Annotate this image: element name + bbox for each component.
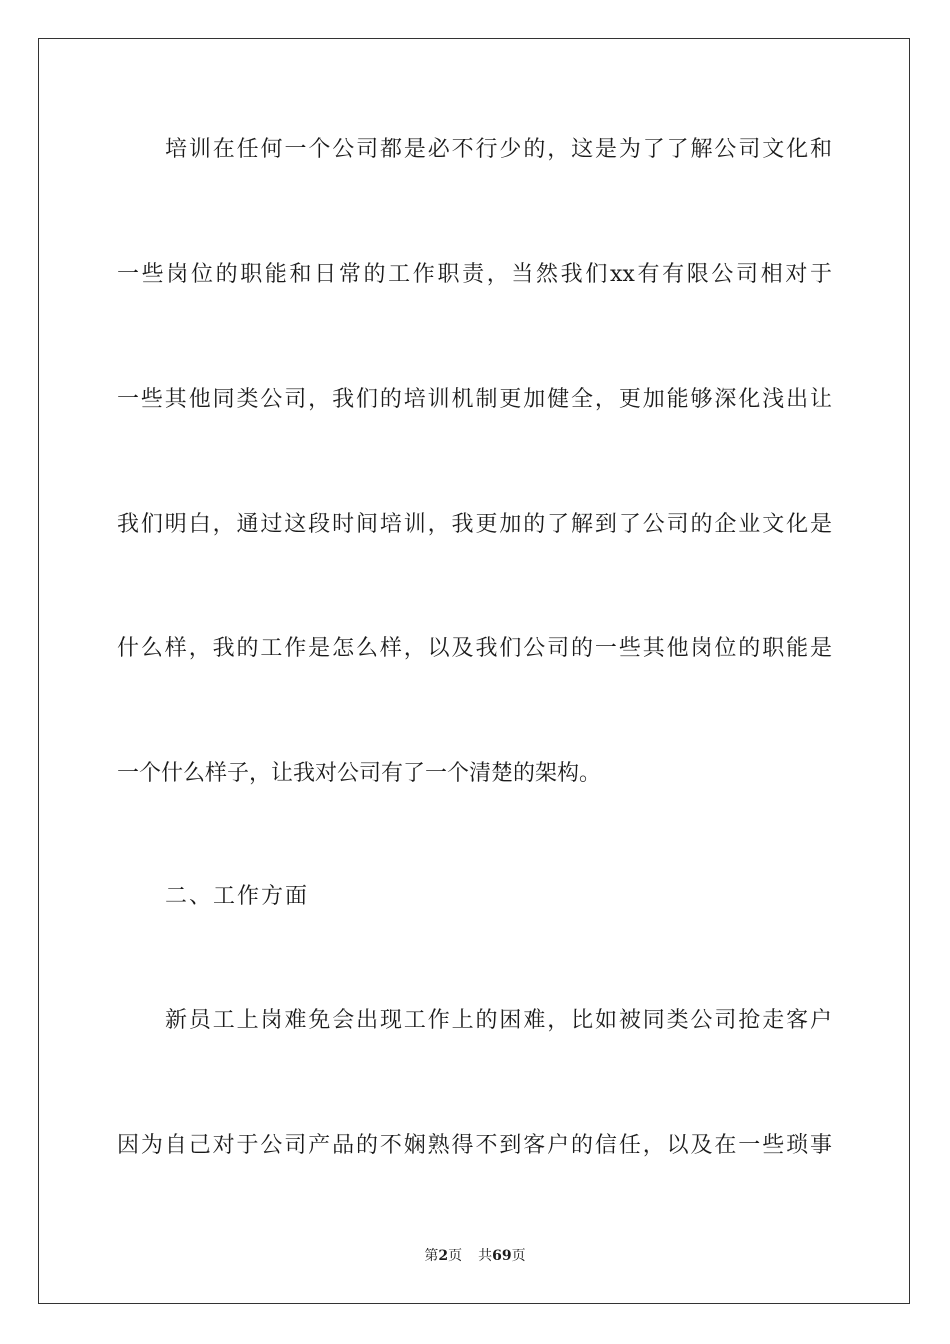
paragraph-line: 我们明白，通过这段时间培训，我更加的了解到了公司的企业文化是 — [117, 512, 832, 537]
paragraph-line: 什么样，我的工作是怎么样，以及我们公司的一些其他岗位的职能是 — [117, 636, 832, 661]
total-prefix: 共 — [478, 1248, 493, 1264]
paragraph-line: 一些岗位的职能和日常的工作职责，当然我们xx有有限公司相对于 — [117, 262, 832, 287]
page-number: 2 — [438, 1248, 449, 1264]
paragraph-line: 一些其他同类公司，我们的培训机制更加健全，更加能够深化浅出让 — [117, 387, 832, 412]
page-suffix: 页 — [448, 1248, 463, 1264]
paragraph-line: 新员工上岗难免会出现工作上的困难，比如被同类公司抢走客户 — [165, 1008, 832, 1033]
total-suffix: 页 — [511, 1248, 526, 1264]
page-border — [38, 38, 910, 1304]
paragraph-line: 因为自己对于公司产品的不娴熟得不到客户的信任，以及在一些琐事 — [117, 1133, 832, 1158]
total-pages: 69 — [492, 1248, 512, 1264]
paragraph-line: 一个什么样子，让我对公司有了一个清楚的架构。 — [117, 761, 602, 786]
paragraph-line: 培训在任何一个公司都是必不行少的，这是为了了解公司文化和 — [165, 137, 832, 162]
page-footer — [0, 1246, 950, 1266]
section-heading: 二、工作方面 — [165, 884, 310, 909]
page-prefix: 第 — [424, 1248, 439, 1264]
